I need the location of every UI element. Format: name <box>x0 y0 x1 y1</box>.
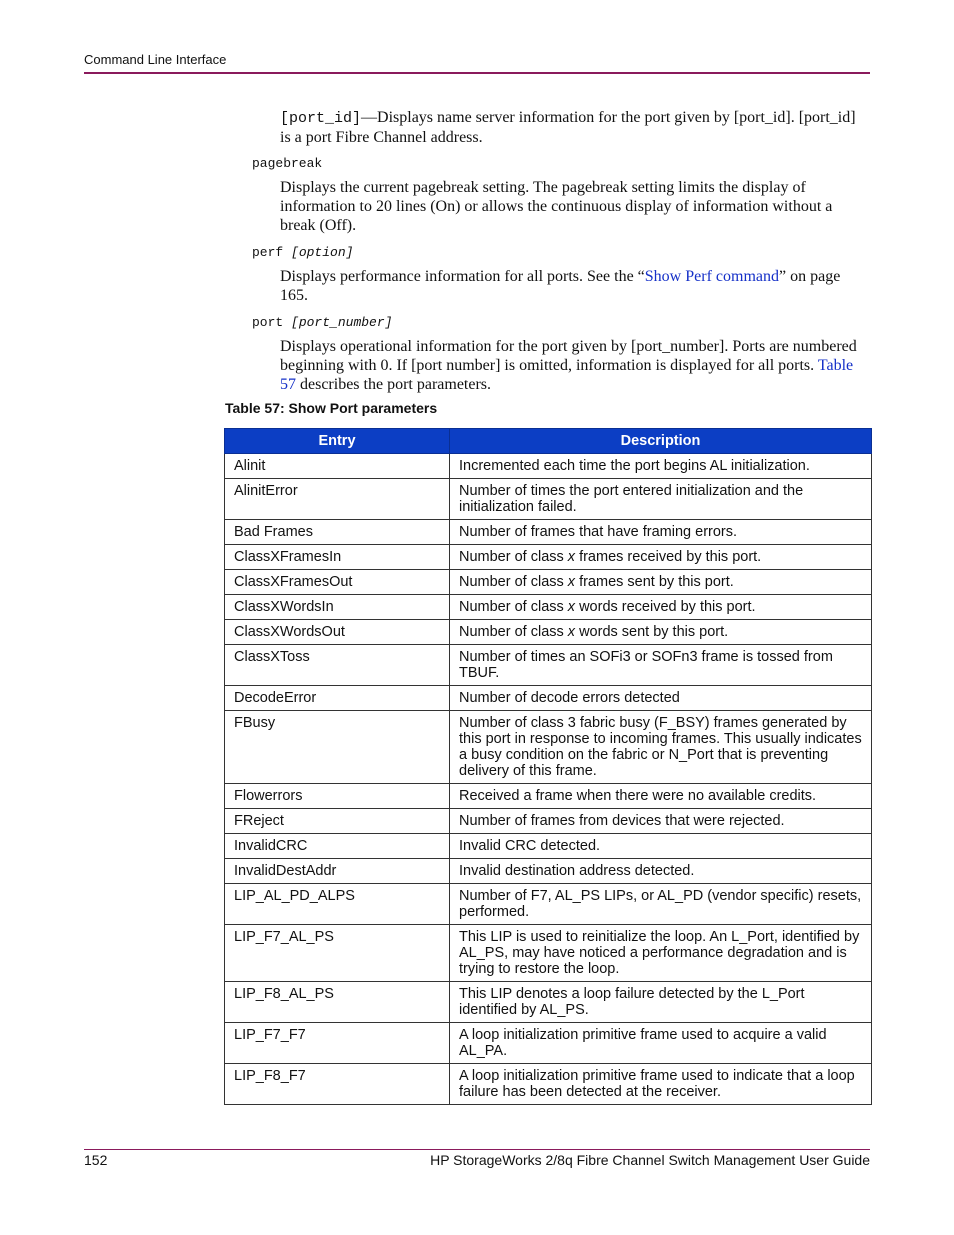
table-row <box>225 982 872 1023</box>
entry-cell: FBusy <box>225 711 450 784</box>
description-cell: Received a frame when there were no available credits. <box>450 784 872 809</box>
description-cell <box>450 570 872 595</box>
description-cell: Number of frames from devices that were rejected. <box>450 809 872 834</box>
entry-cell: ClassXWordsOut <box>225 620 450 645</box>
entry-cell: InvalidDestAddr <box>225 859 450 884</box>
description-cell: Invalid destination address detected. <box>450 859 872 884</box>
entry-cell: Flowerrors <box>225 784 450 809</box>
port-id-text: —Displays name server information for the port given by [port_id]. [port_id] is a port Fibre Channel address. <box>280 109 856 146</box>
table-caption: Table 57: Show Port parameters <box>225 400 438 416</box>
description-class-variable: x <box>567 574 576 590</box>
port-id-description <box>280 108 870 147</box>
port-command-name: port <box>252 315 284 330</box>
description-text: frames sent by this port. <box>575 574 734 590</box>
running-header: Command Line Interface <box>84 52 227 67</box>
description-column-header: Description <box>450 429 872 454</box>
table-row <box>225 595 872 620</box>
table-row <box>225 520 872 545</box>
table-row <box>225 686 872 711</box>
table-row <box>225 570 872 595</box>
entry-cell: Alinit <box>225 454 450 479</box>
port-text-after: describes the port parameters. <box>296 376 492 393</box>
entry-cell: InvalidCRC <box>225 834 450 859</box>
perf-command <box>252 245 353 260</box>
table-row <box>225 645 872 686</box>
description-text: words sent by this port. <box>575 624 729 640</box>
footer-rule <box>84 1149 870 1150</box>
table-row <box>225 479 872 520</box>
description-cell: Incremented each time the port begins AL initialization. <box>450 454 872 479</box>
table-row <box>225 711 872 784</box>
table-row <box>225 620 872 645</box>
port-command-arg: [port_number] <box>291 315 393 330</box>
description-text: Number of class <box>459 549 568 565</box>
description-cell <box>450 620 872 645</box>
pagebreak-command: pagebreak <box>252 156 323 171</box>
table-row <box>225 809 872 834</box>
port-command <box>252 315 392 330</box>
table-row <box>225 1064 872 1105</box>
entry-cell: FReject <box>225 809 450 834</box>
perf-text-before: Displays performance information for all ports. See the “ <box>280 268 645 285</box>
header-rule <box>84 72 870 74</box>
description-text: Number of class <box>459 574 568 590</box>
description-class-variable: x <box>567 549 576 565</box>
entry-cell: ClassXFramesIn <box>225 545 450 570</box>
perf-command-arg: [option] <box>291 245 354 260</box>
page-number: 152 <box>84 1152 108 1168</box>
entry-cell: LIP_F7_F7 <box>225 1023 450 1064</box>
description-cell: Invalid CRC detected. <box>450 834 872 859</box>
perf-description <box>280 267 870 305</box>
entry-cell: ClassXWordsIn <box>225 595 450 620</box>
entry-cell: LIP_F7_AL_PS <box>225 925 450 982</box>
table-header-row <box>225 429 872 454</box>
entry-cell: AlinitError <box>225 479 450 520</box>
entry-cell: DecodeError <box>225 686 450 711</box>
table-row <box>225 925 872 982</box>
description-class-variable: x <box>567 599 576 615</box>
entry-column-header: Entry <box>225 429 450 454</box>
table-row <box>225 454 872 479</box>
description-cell: This LIP is used to reinitialize the loop. An L_Port, identified by AL_PS, may have noticed a performance degradation and is trying to restore the loop. <box>450 925 872 982</box>
table-row <box>225 1023 872 1064</box>
port-text-before: Displays operational information for the port given by [port_number]. Ports are numbered beginning with 0. If [port number] is omitted, information is displayed for all ports. <box>280 338 857 374</box>
pagebreak-description: Displays the current pagebreak setting. The pagebreak setting limits the display of information to 20 lines (On) or allows the continuous display of information without a break (Off). <box>280 179 833 234</box>
footer-doc-title: HP StorageWorks 2/8q Fibre Channel Switch Management User Guide <box>430 1152 870 1168</box>
port-description <box>280 337 870 394</box>
entry-cell: ClassXToss <box>225 645 450 686</box>
description-cell: This LIP denotes a loop failure detected by the L_Port identified by AL_PS. <box>450 982 872 1023</box>
description-class-variable: x <box>567 624 576 640</box>
entry-cell: LIP_F8_F7 <box>225 1064 450 1105</box>
description-text: Number of class <box>459 599 568 615</box>
perf-command-name: perf <box>252 245 284 260</box>
description-cell: Number of F7, AL_PS LIPs, or AL_PD (vendor specific) resets, performed. <box>450 884 872 925</box>
description-cell: Number of times an SOFi3 or SOFn3 frame is tossed from TBUF. <box>450 645 872 686</box>
table-row <box>225 834 872 859</box>
show-port-parameters-table <box>224 428 872 1105</box>
table-row <box>225 784 872 809</box>
description-cell: Number of decode errors detected <box>450 686 872 711</box>
description-text: words received by this port. <box>575 599 756 615</box>
description-text: Number of class <box>459 624 568 640</box>
entry-cell: LIP_AL_PD_ALPS <box>225 884 450 925</box>
description-cell: Number of times the port entered initialization and the initialization failed. <box>450 479 872 520</box>
port-id-code: [port_id] <box>280 110 362 127</box>
table-body <box>225 454 872 1105</box>
description-text: frames received by this port. <box>575 549 762 565</box>
table-row <box>225 884 872 925</box>
description-cell: A loop initialization primitive frame used to acquire a valid AL_PA. <box>450 1023 872 1064</box>
description-cell: A loop initialization primitive frame used to indicate that a loop failure has been detected at the receiver. <box>450 1064 872 1105</box>
description-cell: Number of class 3 fabric busy (F_BSY) frames generated by this port in response to incoming frames. This usually indicates a busy condition on the fabric or N_Port that is preventing delivery of this frame. <box>450 711 872 784</box>
entry-cell: LIP_F8_AL_PS <box>225 982 450 1023</box>
table-row <box>225 859 872 884</box>
entry-cell: Bad Frames <box>225 520 450 545</box>
description-cell <box>450 595 872 620</box>
table-row <box>225 545 872 570</box>
description-cell: Number of frames that have framing errors. <box>450 520 872 545</box>
entry-cell: ClassXFramesOut <box>225 570 450 595</box>
description-cell <box>450 545 872 570</box>
show-perf-command-link[interactable]: Show Perf command <box>644 268 779 285</box>
perf-text-after: ” on page 165. <box>280 268 841 304</box>
table-57-link[interactable]: Table 57 <box>280 357 854 393</box>
